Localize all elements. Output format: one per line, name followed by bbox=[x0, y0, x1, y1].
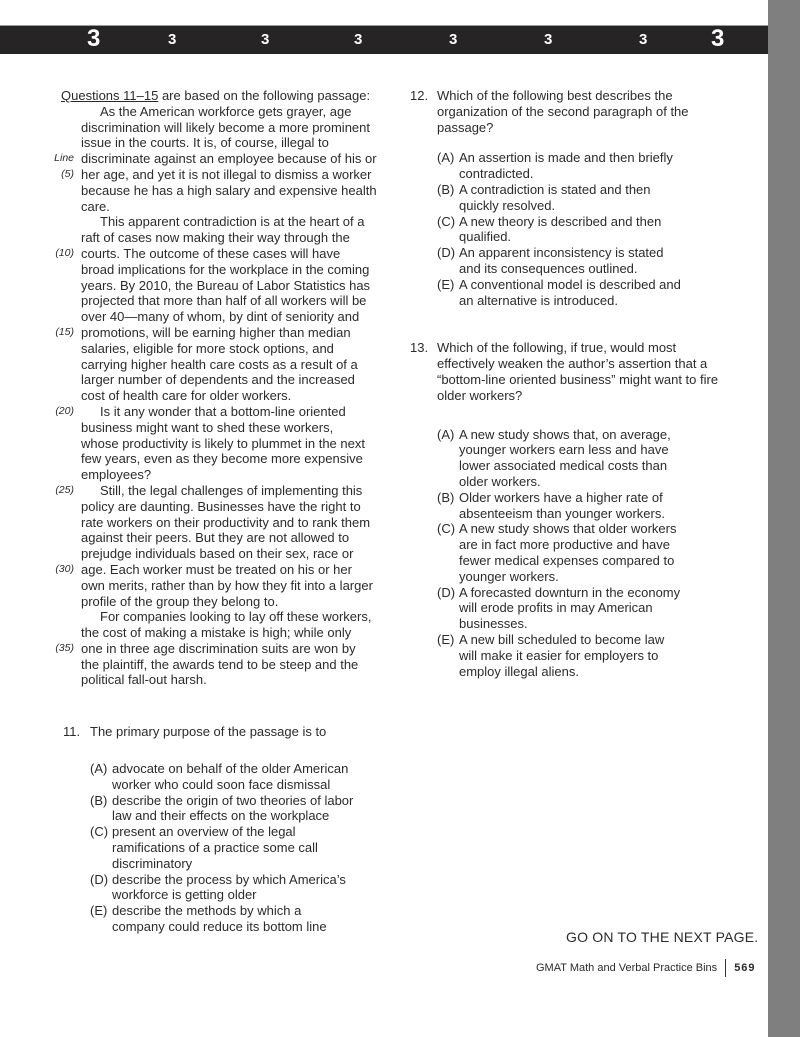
passage-line bbox=[55, 324, 393, 341]
passage-line bbox=[81, 657, 393, 673]
section-mark: 3 bbox=[261, 31, 270, 48]
question-number: 11. bbox=[63, 724, 81, 740]
passage-text: profile of the group they belong to. bbox=[81, 593, 279, 609]
choice-text: younger workers. bbox=[459, 568, 559, 584]
stem-line: “bottom-line oriented business” might want to fire bbox=[437, 371, 719, 387]
passage-text: years. By 2010, the Bureau of Labor Statistics has bbox=[81, 277, 371, 293]
choice-text: lower associated medical costs than bbox=[459, 458, 668, 474]
page-footer bbox=[536, 959, 756, 977]
section-mark: 3 bbox=[354, 31, 363, 48]
passage-line bbox=[81, 104, 393, 120]
choice-text: will erode profits in may American bbox=[459, 600, 653, 616]
passage-line bbox=[81, 278, 393, 294]
choice-label: (D) bbox=[90, 871, 109, 887]
stem-line: Which of the following best describes the bbox=[437, 88, 673, 103]
passage-text: care. bbox=[81, 198, 110, 214]
passage-line bbox=[81, 515, 393, 531]
choice-text: worker who could soon face dismissal bbox=[112, 776, 331, 792]
choice-text: an alternative is introduced. bbox=[459, 292, 618, 308]
choice-text: ramifications of a practice some call bbox=[112, 840, 318, 856]
choice-text: quickly resolved. bbox=[459, 197, 556, 213]
page-number: 569 bbox=[734, 962, 756, 974]
passage-text: business might want to shed these workers, bbox=[81, 419, 334, 435]
page-edge-tab bbox=[768, 0, 800, 1037]
choice-text: fewer medical expenses compared to bbox=[459, 552, 675, 568]
stem-line: The primary purpose of the passage is to bbox=[90, 724, 327, 740]
passage-text: employees? bbox=[81, 467, 152, 483]
section-mark: 3 bbox=[449, 31, 458, 48]
passage-text: one in three age discrimination suits are won by bbox=[81, 640, 356, 656]
answer-choice-e bbox=[90, 903, 393, 935]
passage-line bbox=[55, 561, 393, 578]
choice-text: present an overview of the legal bbox=[112, 824, 296, 840]
passage-line bbox=[81, 262, 393, 278]
choice-label: (A) bbox=[90, 761, 108, 777]
choice-text: describe the process by which America’s bbox=[112, 871, 346, 887]
answer-choice-e bbox=[437, 632, 750, 679]
passage-text: political fall-out harsh. bbox=[81, 672, 207, 688]
passage-text: broad implications for the workplace in the coming bbox=[81, 261, 370, 277]
choice-text: absenteeism than younger workers. bbox=[459, 505, 665, 521]
passage-line bbox=[55, 482, 393, 499]
passage-text: few years, even as they become more expensive bbox=[81, 451, 363, 467]
answer-choice-b bbox=[437, 182, 750, 214]
passage-line bbox=[81, 199, 393, 215]
passage-text: whose productivity is likely to plummet in the next bbox=[81, 435, 365, 451]
passage-line bbox=[81, 214, 393, 230]
passage-line bbox=[81, 499, 393, 515]
line-number: (20) bbox=[55, 404, 74, 417]
choice-text: law and their effects on the workplace bbox=[112, 808, 330, 824]
passage-text: cost of health care for older workers. bbox=[81, 388, 292, 404]
passage-line bbox=[81, 372, 393, 388]
passage-line bbox=[55, 403, 393, 420]
answer-choice-e bbox=[437, 277, 750, 309]
choice-label: (B) bbox=[437, 489, 455, 505]
choice-label: (C) bbox=[437, 521, 456, 537]
answer-choice-a bbox=[437, 150, 750, 182]
choice-text: older workers. bbox=[459, 473, 541, 489]
answer-choice-c bbox=[437, 214, 750, 246]
section-mark: 3 bbox=[544, 31, 553, 48]
answer-choice-d bbox=[437, 245, 750, 277]
choice-text: describe the origin of two theories of labor bbox=[112, 792, 354, 808]
passage-text: discrimination will likely become a more prominent bbox=[81, 119, 370, 135]
choice-text: employ illegal aliens. bbox=[459, 663, 579, 679]
passage-intro bbox=[48, 88, 393, 104]
choice-text: A new study shows that, on average, bbox=[459, 426, 671, 442]
choice-text: describe the methods by which a bbox=[112, 903, 302, 919]
intro-text: are based on the following passage: bbox=[158, 88, 371, 103]
passage-text: the plaintiff, the awards tend to be steep and the bbox=[81, 656, 359, 672]
choice-text: are in fact more productive and have bbox=[459, 537, 671, 553]
passage-line bbox=[81, 388, 393, 404]
answer-choice-c bbox=[90, 824, 393, 871]
choice-text: advocate on behalf of the older American bbox=[112, 761, 349, 777]
passage-line bbox=[81, 594, 393, 610]
passage-line bbox=[81, 436, 393, 452]
choice-text: and its consequences outlined. bbox=[459, 260, 638, 276]
passage-text: carrying higher health care costs as a result of a bbox=[81, 356, 358, 372]
passage-text: Still, the legal challenges of implementing this bbox=[100, 482, 363, 498]
answer-choices bbox=[63, 761, 393, 935]
stem-line: older workers? bbox=[437, 387, 523, 403]
line-number: (35) bbox=[55, 641, 74, 654]
passage-text: rate workers on their productivity and to rank them bbox=[81, 514, 371, 530]
answer-choice-d bbox=[437, 585, 750, 632]
passage-line bbox=[81, 293, 393, 309]
stem-line: Which of the following, if true, would most bbox=[437, 340, 677, 356]
question-stem bbox=[410, 88, 750, 135]
passage-text: For companies looking to lay off these workers, bbox=[100, 609, 372, 625]
choice-text: A conventional model is described and bbox=[459, 276, 681, 292]
passage-text: age. Each worker must be treated on his or her bbox=[81, 561, 352, 577]
choice-text: A new bill scheduled to become law bbox=[459, 631, 665, 647]
choice-text: An assertion is made and then briefly bbox=[459, 150, 673, 166]
line-number: (25) bbox=[55, 483, 74, 496]
question-12 bbox=[410, 88, 750, 308]
answer-choices bbox=[410, 427, 750, 680]
answer-choices bbox=[410, 150, 750, 308]
passage-text: prejudge individuals based on their sex, race or bbox=[81, 546, 354, 562]
footer-divider bbox=[725, 959, 726, 977]
passage-text: over 40—many of whom, by dint of seniority and bbox=[81, 309, 360, 325]
questions-range: Questions 11–15 bbox=[61, 88, 159, 103]
passage-line bbox=[81, 451, 393, 467]
stem-line: passage? bbox=[437, 119, 494, 135]
passage-text: courts. The outcome of these cases will have bbox=[81, 245, 341, 261]
passage-text: discriminate against an employee because of his or bbox=[81, 151, 377, 167]
section-mark: 3 bbox=[87, 25, 101, 52]
choice-label: (E) bbox=[437, 276, 455, 292]
line-number: (15) bbox=[55, 325, 74, 338]
passage-line bbox=[81, 341, 393, 357]
choice-label: (C) bbox=[437, 213, 456, 229]
answer-choice-a bbox=[90, 761, 393, 793]
choice-text: A forecasted downturn in the economy bbox=[459, 584, 681, 600]
line-number: (10) bbox=[55, 246, 74, 259]
left-column bbox=[48, 88, 393, 935]
passage-line bbox=[81, 609, 393, 625]
book-title: GMAT Math and Verbal Practice Bins bbox=[536, 962, 718, 974]
choice-text: younger workers earn less and have bbox=[459, 442, 669, 458]
passage-text: As the American workforce gets grayer, age bbox=[100, 103, 352, 119]
question-stem bbox=[63, 724, 393, 740]
question-13 bbox=[410, 340, 750, 679]
passage-line bbox=[81, 578, 393, 594]
choice-text: A contradiction is stated and then bbox=[459, 181, 651, 197]
choice-text: company could reduce its bottom line bbox=[112, 919, 327, 935]
choice-label: (D) bbox=[437, 245, 456, 261]
passage-line bbox=[81, 530, 393, 546]
line-number: (5) bbox=[61, 167, 74, 180]
line-number: (30) bbox=[55, 562, 74, 575]
choice-text: An apparent inconsistency is stated bbox=[459, 245, 664, 261]
choice-text: A new study shows that older workers bbox=[459, 521, 677, 537]
answer-choice-a bbox=[437, 427, 750, 490]
passage-line bbox=[81, 230, 393, 246]
answer-choice-c bbox=[437, 521, 750, 584]
passage-text: the cost of making a mistake is high; while only bbox=[81, 625, 352, 641]
passage-line bbox=[81, 120, 393, 136]
passage-line bbox=[81, 135, 393, 151]
passage-line bbox=[81, 420, 393, 436]
passage-text: issue in the courts. It is, of course, illegal to bbox=[81, 135, 329, 151]
section-mark: 3 bbox=[168, 31, 177, 48]
answer-choice-d bbox=[90, 872, 393, 904]
passage-line bbox=[81, 546, 393, 562]
passage-text: raft of cases now making their way through the bbox=[81, 230, 350, 246]
answer-choice-b bbox=[90, 793, 393, 825]
passage-text: against their peers. But they are not allowed to bbox=[81, 530, 350, 546]
passage-line bbox=[54, 151, 393, 167]
choice-label: (D) bbox=[437, 584, 456, 600]
choice-label: (B) bbox=[437, 181, 455, 197]
passage-line bbox=[55, 640, 393, 657]
passage-text: larger number of dependents and the increased bbox=[81, 372, 355, 388]
stem-line: effectively weaken the author’s assertion that a bbox=[437, 356, 708, 372]
line-number: Line bbox=[54, 152, 74, 165]
choice-text: Older workers have a higher rate of bbox=[459, 489, 663, 505]
choice-label: (B) bbox=[90, 792, 108, 808]
question-number: 13. bbox=[410, 340, 429, 356]
right-column bbox=[410, 88, 750, 679]
choice-text: A new theory is described and then bbox=[459, 213, 662, 229]
passage-text: policy are daunting. Businesses have the right to bbox=[81, 498, 361, 514]
choice-text: workforce is getting older bbox=[112, 887, 257, 903]
choice-label: (C) bbox=[90, 824, 109, 840]
passage-text: her age, and yet it is not illegal to dismiss a worker bbox=[81, 166, 372, 182]
passage-line bbox=[61, 166, 393, 183]
choice-text: contradicted. bbox=[459, 166, 534, 182]
section-header-bar bbox=[0, 25, 768, 54]
answer-choice-b bbox=[437, 490, 750, 522]
choice-text: discriminatory bbox=[112, 855, 193, 871]
passage-text: own merits, rather than by how they fit into a larger bbox=[81, 577, 373, 593]
passage-line bbox=[81, 309, 393, 325]
passage-text: promotions, will be earning higher than median bbox=[81, 324, 351, 340]
passage-line bbox=[81, 357, 393, 373]
question-number: 12. bbox=[410, 88, 429, 103]
choice-text: will make it easier for employers to bbox=[459, 647, 659, 663]
passage-line bbox=[55, 245, 393, 262]
passage-text: This apparent contradiction is at the heart of a bbox=[100, 214, 365, 230]
choice-label: (A) bbox=[437, 150, 455, 166]
choice-label: (E) bbox=[437, 631, 455, 647]
stem-line: organization of the second paragraph of the bbox=[437, 103, 689, 119]
passage-text: salaries, eligible for more stock options, and bbox=[81, 340, 334, 356]
passage-line bbox=[81, 672, 393, 688]
passage-text: projected that more than half of all workers will be bbox=[81, 293, 367, 309]
reading-passage bbox=[48, 104, 393, 688]
question-11 bbox=[48, 724, 393, 935]
passage-line bbox=[81, 183, 393, 199]
section-mark: 3 bbox=[639, 31, 648, 48]
passage-line bbox=[81, 467, 393, 483]
passage-line bbox=[81, 625, 393, 641]
passage-text: because he has a high salary and expensive health bbox=[81, 182, 377, 198]
passage-text: Is it any wonder that a bottom-line oriented bbox=[100, 403, 346, 419]
choice-label: (E) bbox=[90, 903, 108, 919]
choice-text: businesses. bbox=[459, 616, 528, 632]
section-mark: 3 bbox=[711, 25, 725, 52]
choice-text: qualified. bbox=[459, 229, 512, 245]
question-stem bbox=[410, 340, 750, 403]
go-on-notice: GO ON TO THE NEXT PAGE. bbox=[566, 929, 759, 945]
choice-label: (A) bbox=[437, 426, 455, 442]
